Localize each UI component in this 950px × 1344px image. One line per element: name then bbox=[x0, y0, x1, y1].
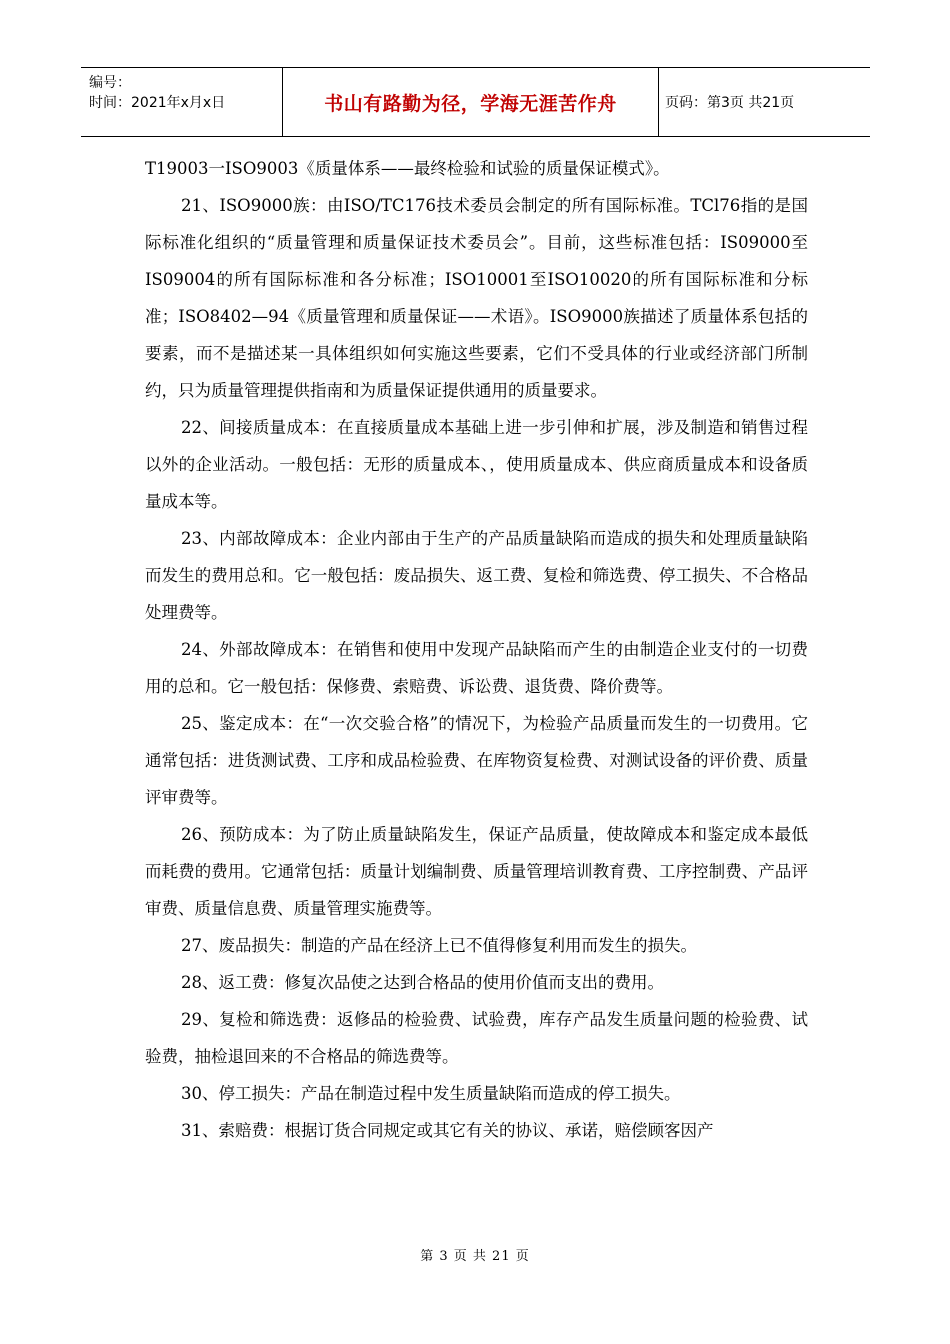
paragraph-26: 26、预防成本：为了防止质量缺陷发生，保证产品质量，使故障成本和鉴定成本最低而耗费的费用。它通常包括：质量计划编制费、质量管理培训教育费、工序控制费、产品评审费、质量信息费、质量管理实施费等。 bbox=[145, 825, 808, 918]
paragraph-25: 25、鉴定成本：在“一次交验合格”的情况下，为检验产品质量而发生的一切费用。它通常包括：进货测试费、工序和成品检验费、在库物资复检费、对测试设备的评价费、质量评审费等。 bbox=[145, 714, 808, 807]
page-header bbox=[81, 67, 870, 137]
paragraph-21: 21、ISO9000族：由ISO/TC176技术委员会制定的所有国际标准。TCl76指的是国际标准化组织的“质量管理和质量保证技术委员会”。目前，这些标准包括：IS09000至IS09004的所有国际标准和各分标准；ISO10001至ISO10020的所有国际标准和分标准；ISO8402—94《质量管理和质量保证——术语》。ISO9000族描述了质量体系包括的要素，而不是描述某一具体组织如何实施这些要素，它们不受具体的行业或经济部门所制约，只为质量管理提供指南和为质量保证提供通用的质量要求。 bbox=[145, 196, 808, 400]
paragraph-22: 22、间接质量成本：在直接质量成本基础上进一步引伸和扩展，涉及制造和销售过程以外的企业活动。一般包括：无形的质量成本、，使用质量成本、供应商质量成本和设备质量成本等。 bbox=[145, 418, 808, 511]
header-page-info: 页码：第3页 共21页 bbox=[665, 95, 795, 111]
paragraph-continuation: T19003一ISO9003《质量体系——最终检验和试验的质量保证模式》。 bbox=[145, 159, 670, 178]
paragraph-29: 29、复检和筛选费：返修品的检验费、试验费，库存产品发生质量问题的检验费、试验费，抽检退回来的不合格品的筛选费等。 bbox=[145, 1010, 808, 1066]
document-body bbox=[145, 150, 808, 1149]
paragraph-24: 24、外部故障成本：在销售和使用中发现产品缺陷而产生的由制造企业支付的一切费用的总和。它一般包括：保修费、索赔费、诉讼费、退货费、降价费等。 bbox=[145, 640, 808, 696]
header-time-label: 时间：2021年x月x日 bbox=[89, 95, 226, 111]
paragraph-31: 31、索赔费：根据订货合同规定或其它有关的协议、承诺，赔偿顾客因产 bbox=[181, 1121, 714, 1140]
paragraph-30: 30、停工损失：产品在制造过程中发生质量缺陷而造成的停工损失。 bbox=[181, 1084, 681, 1103]
header-motto: 书山有路勤为径，学海无涯苦作舟 bbox=[282, 68, 659, 136]
paragraph-23: 23、内部故障成本：企业内部由于生产的产品质量缺陷而造成的损失和处理质量缺陷而发生的费用总和。它一般包括：废品损失、返工费、复检和筛选费、停工损失、不合格品处理费等。 bbox=[145, 529, 808, 622]
paragraph-27: 27、废品损失：制造的产品在经济上已不值得修复利用而发生的损失。 bbox=[181, 936, 697, 955]
page-footer: 第 3 页 共 21 页 bbox=[420, 1249, 530, 1264]
paragraph-28: 28、返工费：修复次品使之达到合格品的使用价值而支出的费用。 bbox=[181, 973, 664, 992]
header-number-label: 编号： bbox=[89, 75, 131, 91]
header-meta bbox=[81, 68, 282, 136]
